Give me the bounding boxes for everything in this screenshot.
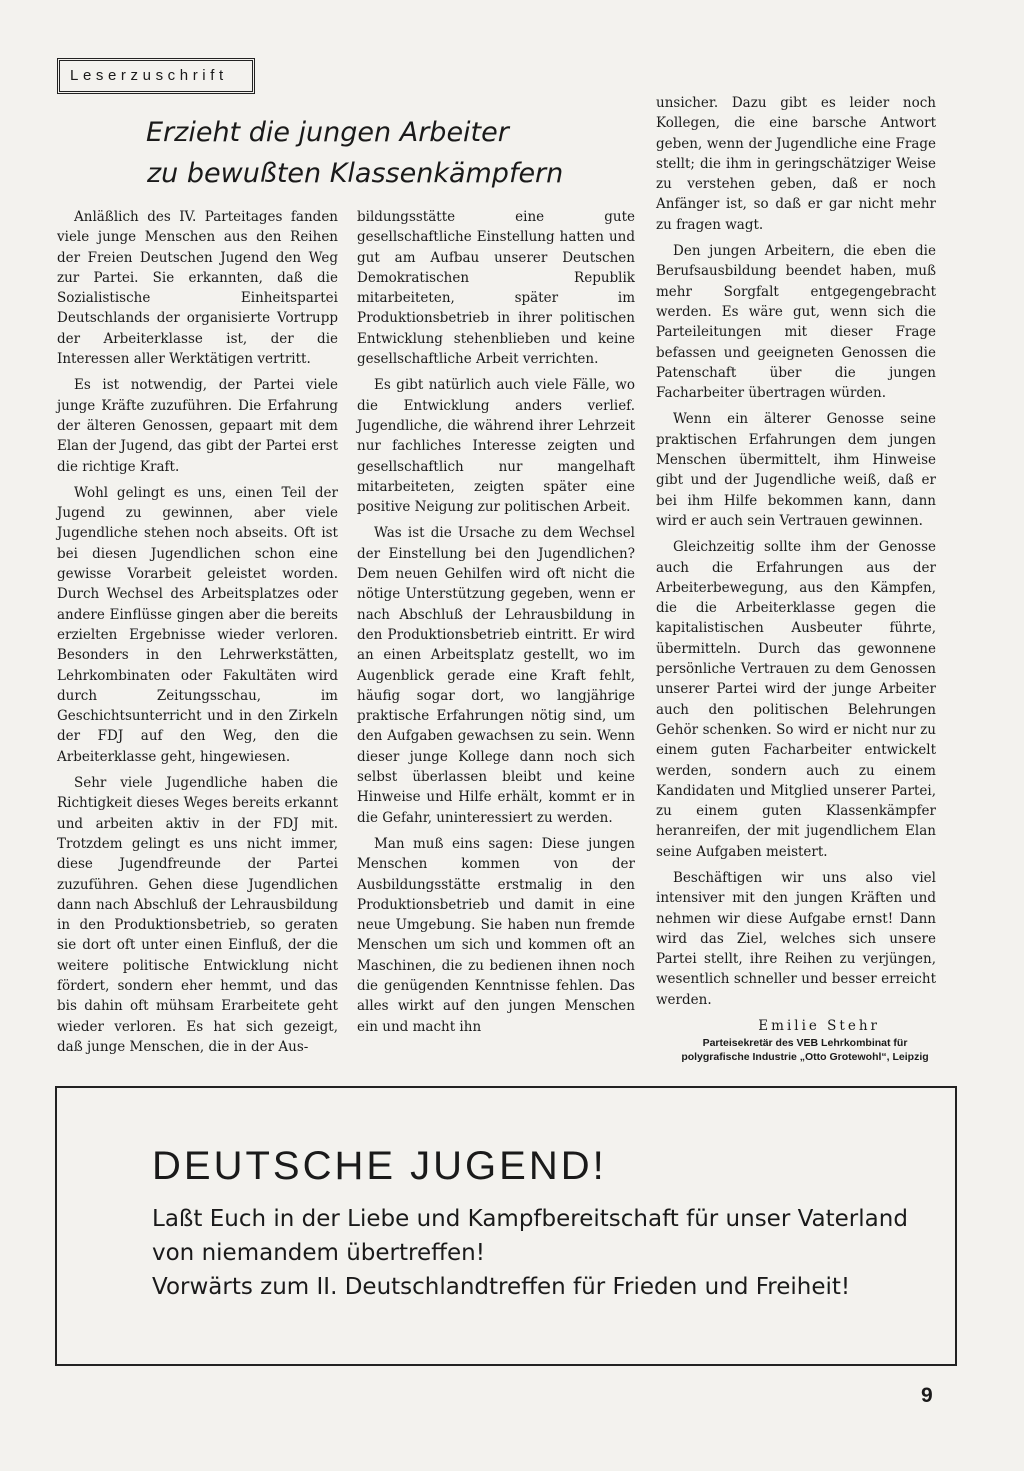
paragraph: Es ist notwendig, der Partei viele junge Kräfte zuzuführen. Die Erfahrung der älteren Genossen, gepaart mit dem Elan der Jugend, das gibt der Partei erst die richtige Kraft. (57, 377, 338, 475)
headline-line-1: Erzieht die jungen Arbeiter (146, 117, 509, 148)
paragraph: Anläßlich des IV. Parteitages fanden viele junge Menschen aus den Reihen der Freien Deutschen Jugend den Weg zur Partei. Sie erkannten, daß die Sozialistische Einheitspartei Deutschlands der organisierte Vortrupp der Arbeiterklasse ist, der die Interessen aller Werktätigen vertritt. (57, 209, 338, 368)
article-column-2 (357, 207, 635, 1043)
paragraph: bildungsstätte eine gute gesellschaftliche Einstellung hatten und gut am Aufbau unserer Deutschen Demokratischen Republik mitarbeiteten, später im Produktionsbetrieb in ihrer politischen Entwicklung stehenblieben und keine gesellschaftliche Arbeit verrichten. (357, 209, 635, 368)
page-number: 9 (921, 1384, 933, 1407)
paragraph: Wohl gelingt es uns, einen Teil der Jugend zu gewinnen, aber viele Jugendliche stehen noch abseits. Oft ist bei diesen Jugendlichen schon eine gewisse Vorarbeit geleistet worden. Durch Wechsel des Arbeitsplatzes oder andere Einflüsse gingen aber die bereits erzielten Ergebnisse wieder verloren. Besonders in den Lehrwerkstätten, Lehrkombinaten oder Fakultäten wird durch Zeitungsschau, im Geschichtsunterricht und in den Zirkeln der FDJ auf den Weg, den die Arbeiterklasse geht, hingewiesen. (57, 484, 338, 765)
slogan-banner (55, 1086, 957, 1366)
paragraph: Es gibt natürlich auch viele Fälle, wo die Entwicklung anders verlief. Jugendliche, die während ihrer Lehrzeit nur fachliches Interesse zeigten und gesellschaftlich nur mangelhaft mitarbeiteten, zeigten später eine positive Neigung zur politischen Arbeit. (357, 377, 635, 516)
paragraph: Den jungen Arbeitern, die eben die Berufsausbildung beendet haben, muß mehr Sorgfalt entgegengebracht werden. Es wäre gut, wenn sich die Parteileitungen mit dieser Frage befassen und geeigneten Genossen die Patenschaft über die jungen Facharbeiter übertragen würden. (656, 243, 936, 402)
paragraph: unsicher. Dazu gibt es leider noch Kollegen, die eine barsche Antwort geben, wenn der Jugendliche eine Frage stellt; die ihm in geringschätziger Weise zu verstehen geben, daß er noch Anfänger ist, so daß er gar nicht mehr zu fragen wagt. (656, 95, 936, 233)
paragraph: Wenn ein älterer Genosse seine praktischen Erfahrungen dem jungen Menschen übermittelt, ihm Hinweise gibt und der Jugendliche weiß, daß er bei ihm Hilfe bekommen kann, dann wird er auch sein Vertrauen gewinnen. (656, 411, 936, 529)
banner-line-3: Vorwärts zum II. Deutschlandtreffen für Frieden und Freiheit! (152, 1274, 851, 1300)
section-label: Leserzuschrift (57, 58, 255, 94)
banner-line-1: Laßt Euch in der Liebe und Kampfbereitschaft für unser Vaterland (152, 1206, 908, 1232)
paragraph: Man muß eins sagen: Diese jungen Menschen kommen von der Ausbildungsstätte erstmalig in den Produktionsbetrieb und damit in eine neue Umgebung. Sie haben nun fremde Menschen um sich und kommen oft an Maschinen, die zu bedienen ihnen noch die genügenden Kenntnisse fehlen. Das alles wirkt auf den jungen Menschen ein und macht ihn (357, 835, 635, 1035)
headline-line-2: zu bewußten Klassenkämpfern (147, 158, 564, 189)
paragraph: Beschäftigen wir uns also viel intensiver mit den jungen Kräften und nehmen wir diese Aufgabe ernst! Dann wird das Ziel, welches sich unsere Partei stellt, ihre Reihen zu verjüngen, wesentlich schneller und besser erreicht werden. (656, 869, 936, 1008)
banner-title: DEUTSCHE JUGEND! (152, 1144, 607, 1188)
article-column-1 (57, 207, 338, 1063)
paragraph: Was ist die Ursache zu dem Wechsel der Einstellung bei den Jugendlichen? Dem neuen Gehilfen wird oft nicht die nötige Unterstützung gegeben, wenn er nach Abschluß der Lehrausbildung in den Produktionsbetrieb eintritt. Er wird an einen Arbeitsplatz gestellt, wo im Augenblick gerade eine Kraft fehlt, häufig sogar dort, wo langjährige praktische Erfahrungen nötig sind, um den Aufgaben gewachsen zu sein. Wenn dieser junge Kollege dann noch sich selbst überlassen bleibt und keine Hinweise und Hilfe erhält, kommt er in die Gefahr, uninteressiert zu werden. (357, 525, 635, 826)
article-column-3 (656, 93, 936, 1064)
paragraph: Sehr viele Jugendliche haben die Richtigkeit dieses Weges bereits erkannt und arbeiten aktiv in der FDJ mit. Trotzdem gelingt es uns nicht immer, diese Jugendfreunde der Partei zuzuführen. Gehen diese Jugendlichen dann nach Abschluß der Lehrausbildung in den Produktionsbetrieb, so geraten sie dort oft unter einen Einfluß, der die weitere politische Entwicklung nicht fördert, sondern eher hemmt, und das bis dahin oft mühsam Erarbeitete geht wieder verloren. Es hat sich gezeigt, daß junge Menschen, die in der Aus- (57, 775, 338, 1055)
article-headline (146, 112, 626, 194)
banner-line-2: von niemandem übertreffen! (152, 1240, 485, 1266)
author-role: Parteisekretär des VEB Lehrkombinat für polygrafische Industrie „Otto Grotewohl“, Leipzig (681, 1037, 929, 1064)
paragraph: Gleichzeitig sollte ihm der Genosse auch die Erfahrungen aus der Arbeiterbewegung, aus den Kämpfen, die die Arbeiterklasse gegen die kapitalistischen Ausbeuter führte, übermitteln. Durch das gewonnene persönliche Vertrauen zu dem Genossen unserer Partei wird der junge Arbeiter auch den politischen Belehrungen Gehör schenken. So wird er nicht nur zu einem guten Facharbeiter entwickelt werden, sondern auch zu einem Kandidaten und Mitglied unserer Partei, zu einem guten Klassenkämpfer heranreifen, der mit jugendlichem Elan seine Aufgaben meistert. (656, 539, 936, 860)
author-name: Emilie Stehr (758, 1018, 880, 1035)
